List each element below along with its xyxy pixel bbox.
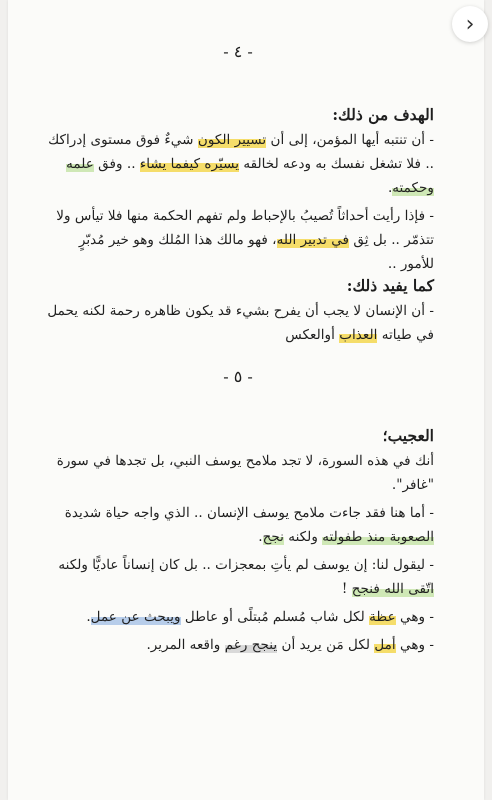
highlight-yellow: يسيّره كيفما يشاء [139, 156, 240, 172]
text-run: - أما هنا فقد جاءت ملامح يوسف الإنسان .. الذي واجه حياة شديدة [64, 505, 434, 521]
highlight-gray: ينجح رغم [224, 637, 278, 653]
highlight-yellow: أمل [374, 637, 396, 653]
page-number: - ٤ - [223, 42, 253, 61]
section-heading: كما يفيد ذلك: [346, 276, 434, 295]
text-run: - وهي [395, 609, 434, 625]
paragraph [42, 501, 434, 549]
text-run: واقعه المرير. [146, 637, 225, 653]
text-run: - فإذا رأيت أحداثاً تُصيبُ بالإحباط ولم تفهم الحكمة منها فلا تيأس ولا تتذمّر .. بل ثِق [56, 208, 434, 248]
text-run: لكل شاب مُسلم مُبتلًى أو عاطل [180, 609, 370, 625]
highlight-yellow: العذاب [339, 327, 378, 343]
paragraph [42, 299, 434, 347]
section-heading: الهدف من ذلك: [332, 105, 434, 124]
section-heading: العجيب؛ [382, 426, 434, 445]
document-page [8, 0, 484, 800]
text-run: - وهي [395, 637, 434, 653]
next-chevron-button[interactable] [452, 6, 488, 42]
document-body [42, 36, 434, 657]
paragraph [42, 605, 434, 629]
highlight-yellow: عظة [369, 609, 396, 625]
text-run: - ليقول لنا: إن يوسف لم يأتِ بمعجزات .. بل كان إنساناً عاديًّا ولكنه [58, 557, 434, 573]
text-run: . [258, 529, 263, 545]
page-number: - ٥ - [223, 367, 253, 386]
highlight-green: الصعوبة منذ طفولته [322, 529, 434, 545]
paragraph [42, 633, 434, 657]
highlight-green: نجح [262, 529, 284, 545]
text-run: - أن تنتبه أيها المؤمن، إلى أن [266, 132, 434, 148]
paragraph [42, 204, 434, 276]
paragraph: أنك في هذه السورة، لا تجد ملامح يوسف النبي، بل تجدها في سورة "غافر". [56, 453, 434, 493]
text-run: - أن الإنسان لا يجب أن يفرح بشيء قد يكون ظاهره رحمة لكنه يحمل في طياته [47, 303, 434, 343]
paragraph [42, 128, 434, 200]
text-run: . [86, 609, 91, 625]
text-run: .. وفق [93, 156, 140, 172]
chevron-right-icon: › [465, 11, 475, 37]
highlight-blue: ويبحث عن عمل [90, 609, 181, 625]
highlight-green: علمه وحكمته [66, 156, 434, 196]
highlight-yellow: تسيير الكون [197, 132, 267, 148]
text-run: ولكنه [283, 529, 323, 545]
text-run: ! [341, 581, 352, 597]
highlight-yellow: في تدبير الله [276, 232, 350, 248]
paragraph [42, 553, 434, 601]
text-run: شيءٌ فوق مستوى إدراكك .. فلا تشغل نفسك به ودعه لخالقه [48, 132, 434, 172]
text-run: أوالعكس [285, 327, 340, 343]
text-run: ، فهو مالك هذا المُلك وهو خير مُدبّرٍ للأمور .. [78, 232, 434, 272]
highlight-green: اتّقى الله فنجح [351, 581, 434, 597]
text-run: . [387, 180, 393, 196]
text-run: لكل مَن يريد أن [277, 637, 375, 653]
